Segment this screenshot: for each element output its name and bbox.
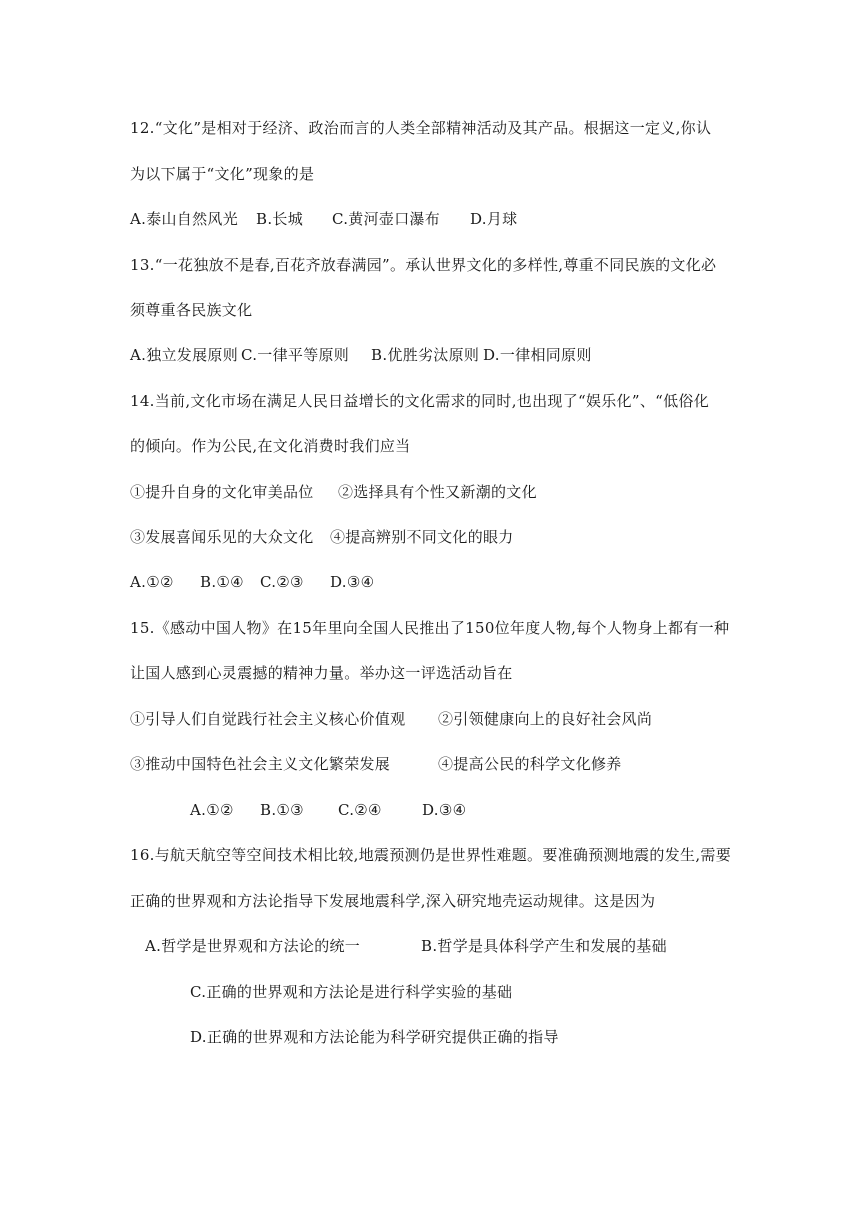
q14-option-b: B.①④ — [200, 573, 244, 591]
q15-stem-line-1: 15.《感动中国人物》在15年里向全国人民推出了150位年度人物,每个人物身上都有一种 — [130, 619, 730, 637]
q12-option-a: A.泰山自然风光 — [130, 210, 239, 228]
q15-option-b: B.①③ — [260, 801, 304, 819]
q15-stem-line-2: 让国人感到心灵震撼的精神力量。举办这一评选活动旨在 — [130, 664, 513, 682]
q15-statement-row-2 — [130, 754, 622, 774]
q15-statement-2: ②引领健康向上的良好社会风尚 — [438, 710, 653, 728]
q14-option-a: A.①② — [130, 573, 174, 591]
q15-option-c: C.②④ — [338, 801, 382, 819]
q14-option-d: D.③④ — [330, 573, 375, 591]
q12-option-d: D.月球 — [470, 210, 518, 228]
q13-option-b: B.优胜劣汰原则 — [371, 346, 480, 364]
q15-statement-3: ③推动中国特色社会主义文化繁荣发展 — [130, 755, 391, 773]
q12-stem-line-2: 为以下属于“文化”现象的是 — [130, 165, 315, 183]
q15-options — [190, 800, 466, 820]
q13-option-d: D.一律相同原则 — [483, 346, 592, 364]
q15-statement-row-1 — [130, 709, 652, 729]
q15-statement-1: ①引导人们自觉践行社会主义核心价值观 — [130, 710, 406, 728]
q14-stem-line-1: 14.当前,文化市场在满足人民日益增长的文化需求的同时,也出现了“娱乐化”、“低俗化 — [130, 392, 709, 410]
q16-option-d: D.正确的世界观和方法论能为科学研究提供正确的指导 — [190, 1028, 559, 1046]
q16-option-b: B.哲学是具体科学产生和发展的基础 — [421, 937, 667, 955]
q16-stem-line-2: 正确的世界观和方法论指导下发展地震科学,深入研究地壳运动规律。这是因为 — [130, 892, 656, 910]
q16-option-a: A.哲学是世界观和方法论的统一 — [145, 937, 361, 955]
q13-option-a: A.独立发展原则 — [130, 346, 239, 364]
q14-statement-4: ④提高辨别不同文化的眼力 — [330, 528, 514, 546]
q16-option-c: C.正确的世界观和方法论是进行科学实验的基础 — [190, 983, 513, 1001]
q13-stem-line-2: 须尊重各民族文化 — [130, 301, 253, 319]
q15-option-d: D.③④ — [422, 801, 467, 819]
q14-statement-2: ②选择具有个性又新潮的文化 — [338, 483, 537, 501]
q14-statement-row-2 — [130, 527, 514, 547]
q14-statement-1: ①提升自身的文化审美品位 — [130, 483, 314, 501]
q16-options-row-1 — [145, 936, 667, 956]
q14-stem-line-2: 的倾向。作为公民,在文化消费时我们应当 — [130, 437, 411, 455]
q12-option-b: B.长城 — [256, 210, 303, 228]
q14-option-c: C.②③ — [260, 573, 304, 591]
q13-options — [130, 345, 592, 365]
q13-stem-line-1: 13.“一花独放不是春,百花齐放春满园”。承认世界文化的多样性,尊重不同民族的文化必 — [130, 256, 717, 274]
q15-statement-4: ④提高公民的科学文化修养 — [438, 755, 622, 773]
q14-statement-row-1 — [130, 482, 537, 502]
q15-option-a: A.①② — [190, 801, 234, 819]
q14-statement-3: ③发展喜闻乐见的大众文化 — [130, 528, 314, 546]
q14-options — [130, 572, 374, 592]
q16-stem-line-1: 16.与航天航空等空间技术相比较,地震预测仍是世界性难题。要准确预测地震的发生,需要 — [130, 846, 731, 864]
q12-options — [130, 209, 517, 229]
q12-option-c: C.黄河壶口瀑布 — [332, 210, 441, 228]
q13-option-c: C.一律平等原则 — [241, 346, 350, 364]
q12-stem-line-1: 12.“文化”是相对于经济、政治而言的人类全部精神活动及其产品。根据这一定义,你认 — [130, 119, 712, 137]
